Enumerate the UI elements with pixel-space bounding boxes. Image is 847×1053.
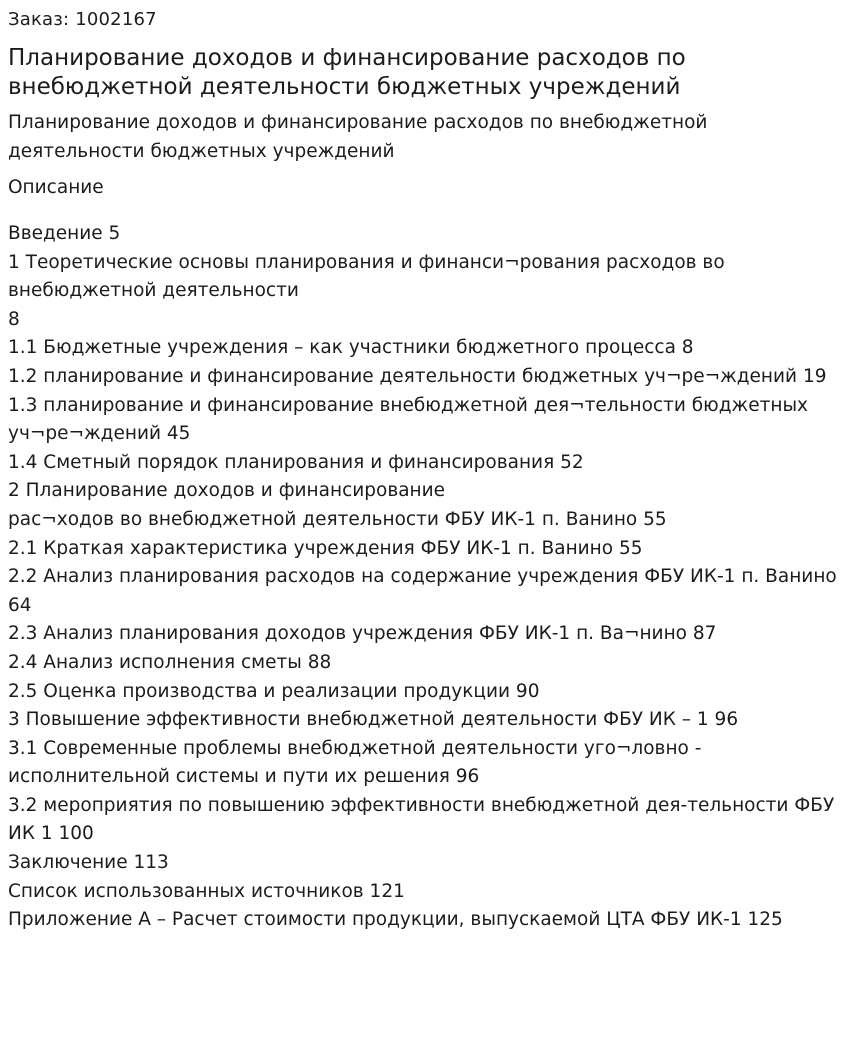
table-of-contents: Введение 5 1 Теоретические основы планирования и финанси¬рования расходов во внебюджетной деятельности 8 1.1 Бюджетные учреждения – как участники бюджетного процесса 8 1.2 планирование и финансирование деятельности бюджетных уч¬ре¬ждений 19 1.3 планирование и финансирование внебюджетной дея¬тельности бюджетных уч¬ре¬ждений 45 1.4 Сметный порядок планирования и финансирования 52 2 Планирование доходов и финансирование рас¬ходов во внебюджетной деятельности ФБУ ИК-1 п. Ванино 55 2.1 Краткая характеристика учреждения ФБУ ИК-1 п. Ванино 55 2.2 Анализ планирования расходов на содержание учреждения ФБУ ИК-1 п. Ванино 64 2.3 Анализ планирования доходов учреждения ФБУ ИК-1 п. Ва¬нино 87 2.4 Анализ исполнения сметы 88 2.5 Оценка производства и реализации продукции 90 3 Повышение эффективности внебюджетной деятельности ФБУ ИК – 1 96 3.1 Современные проблемы внебюджетной деятельности уго¬ловно - исполнительной системы и пути их решения 96 3.2 мероприятия по повышению эффективности внебюджетной дея-тельности ФБУ ИК 1 100 Заключение 113 Список использованных источников 121 Приложение А – Расчет стоимости продукции, выпускаемой ЦТА ФБУ ИК-1 125: [8, 223, 837, 931]
description-heading: Описание: [8, 177, 104, 198]
order-number: Заказ: 1002167: [8, 9, 157, 30]
page-subtitle: Планирование доходов и финансирование расходов по внебюджетной деятельности бюджетных учреждений: [8, 112, 708, 162]
page-title: Планирование доходов и финансирование расходов по внебюджетной деятельности бюджетных учреждений: [8, 45, 686, 100]
